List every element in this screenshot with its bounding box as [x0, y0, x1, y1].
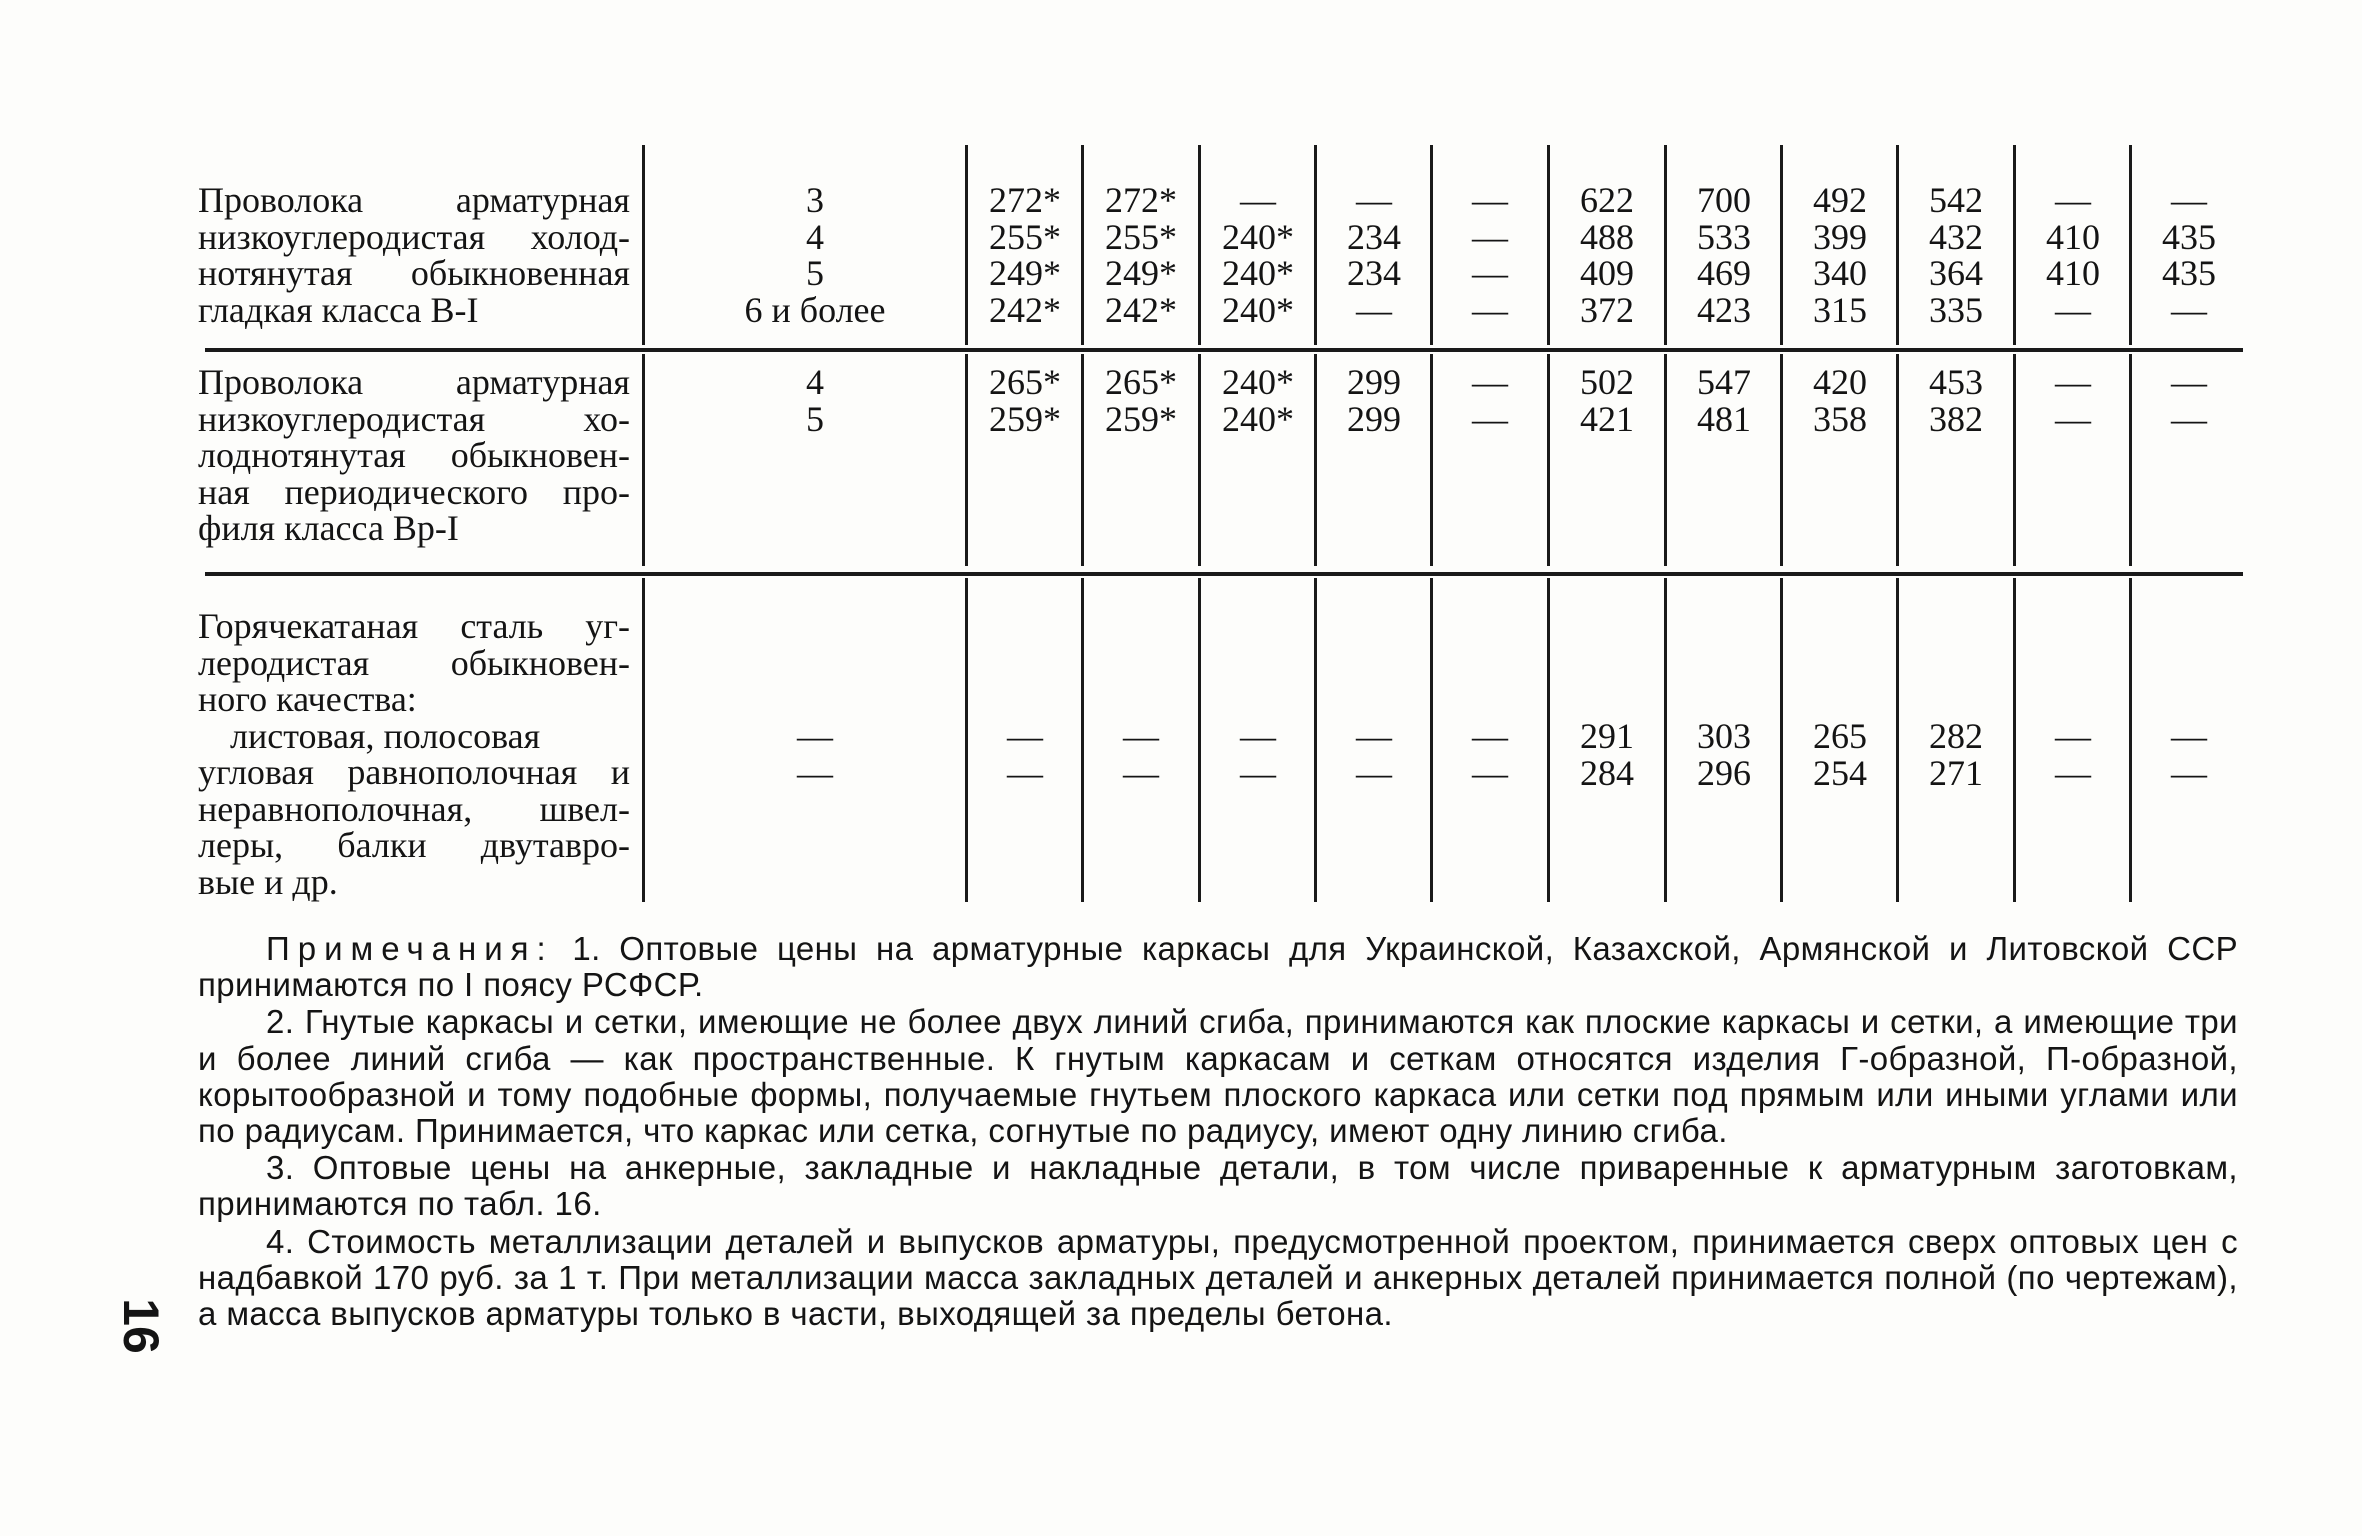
cell-value: 358: [1813, 398, 1867, 439]
cell-value: 547: [1697, 362, 1751, 402]
column-rule: [642, 578, 645, 902]
price-cell: [967, 718, 1083, 791]
cell-value: 242*: [989, 289, 1061, 330]
price-cell: [1549, 182, 1665, 328]
cell-value: 5: [806, 398, 824, 439]
cell-value: 259*: [989, 398, 1061, 439]
cell-value: 481: [1697, 398, 1751, 439]
price-cell: [2131, 364, 2247, 437]
cell-value: —: [2171, 180, 2207, 220]
price-cell: [1200, 364, 1316, 437]
diameter-cell: [690, 182, 940, 328]
description-line: Проволока арматурная: [198, 180, 630, 220]
description-line: Горячекатаная сталь уг-: [198, 606, 630, 646]
cell-value: 4: [806, 362, 824, 402]
cell-value: —: [2171, 752, 2207, 793]
cell-value: 469: [1697, 253, 1751, 293]
cell-value: —: [1472, 362, 1508, 402]
cell-value: 240*: [1222, 253, 1294, 293]
cell-value: 265: [1813, 716, 1867, 756]
cell-value: 340: [1813, 253, 1867, 293]
cell-value: 265*: [989, 362, 1061, 402]
price-cell: [1666, 182, 1782, 328]
price-cell: [1083, 718, 1199, 791]
column-rule: [642, 145, 645, 345]
price-cell: [2131, 718, 2247, 791]
price-cell: [1782, 182, 1898, 328]
diameter-cell: [690, 718, 940, 791]
description-line: филя класса Вр-I: [198, 508, 459, 548]
cell-value: —: [1356, 716, 1392, 756]
row-description: [198, 608, 630, 900]
row-separator: [205, 348, 2243, 352]
cell-value: 299: [1347, 398, 1401, 439]
cell-value: 420: [1813, 362, 1867, 402]
cell-value: —: [797, 752, 833, 793]
price-cell: [1316, 718, 1432, 791]
cell-value: —: [2171, 362, 2207, 402]
price-cell: [1432, 364, 1548, 437]
cell-value: 272*: [989, 180, 1061, 220]
description-line: лоднотянутая обыкновен-: [198, 435, 630, 475]
note-1: [198, 931, 2238, 1003]
cell-value: 399: [1813, 216, 1867, 257]
price-cell: [967, 364, 1083, 437]
cell-value: —: [1472, 216, 1508, 257]
page-number: 16: [113, 1298, 169, 1354]
notes-heading: Примечания:: [266, 930, 554, 967]
cell-value: 240*: [1222, 362, 1294, 402]
price-cell: [2015, 182, 2131, 328]
price-cell: [1898, 182, 2014, 328]
cell-value: —: [2171, 398, 2207, 439]
cell-value: 6 и более: [744, 289, 886, 330]
price-cell: [1316, 364, 1432, 437]
price-cell: [1782, 718, 1898, 791]
description-line: нотянутая обыкновенная: [198, 253, 630, 293]
cell-value: 364: [1929, 253, 1983, 293]
cell-value: 435: [2162, 253, 2216, 293]
cell-value: —: [2171, 289, 2207, 330]
price-cell: [1432, 718, 1548, 791]
cell-value: —: [2055, 180, 2091, 220]
cell-value: 240*: [1222, 216, 1294, 257]
note-4: 4. Стоимость металлизации деталей и выпусков арматуры, предусмотренной проектом, принимается сверх оптовых цен с надбавкой 170 руб. за 1 т. При металлизации масса закладных деталей и анкерных деталей принимается полной (по чертежам), а масса выпусков арматуры только в части, выходящей за пределы бетона.: [198, 1222, 2238, 1333]
cell-value: 382: [1929, 398, 1983, 439]
cell-value: 272*: [1105, 180, 1177, 220]
cell-value: 254: [1813, 752, 1867, 793]
price-cell: [1549, 718, 1665, 791]
price-cell: [2015, 364, 2131, 437]
description-line: ная периодического про-: [198, 471, 630, 512]
note-2: 2. Гнутые каркасы и сетки, имеющие не более двух линий сгиба, принимаются как плоские каркасы и сетки, а имеющие три и более линий сгиба — как пространственные. К гнутым каркасам и сеткам относятся изделия Г-образной, П-образной, корытообразной и тому подобные формы, получаемые гнутьем плоского каркаса или сетки под прямым или иными углами или по радиусам. Принимается, что каркас или сетка, согнутые по радиусу, имеют одну линию сгиба.: [198, 1003, 2238, 1150]
price-cell: [1316, 182, 1432, 328]
cell-value: 432: [1929, 216, 1983, 257]
cell-value: 423: [1697, 289, 1751, 330]
price-cell: [1432, 182, 1548, 328]
cell-value: 296: [1697, 752, 1751, 793]
diameter-cell: [690, 364, 940, 437]
cell-value: —: [797, 716, 833, 756]
cell-value: —: [1007, 752, 1043, 793]
cell-value: —: [2055, 289, 2091, 330]
cell-value: —: [1356, 289, 1392, 330]
cell-value: —: [1472, 398, 1508, 439]
price-cell: [1549, 364, 1665, 437]
cell-value: 421: [1580, 398, 1634, 439]
cell-value: 291: [1580, 716, 1634, 756]
cell-value: 502: [1580, 362, 1634, 402]
cell-value: 700: [1697, 180, 1751, 220]
price-cell: [1898, 364, 2014, 437]
cell-value: 315: [1813, 289, 1867, 330]
cell-value: 4: [806, 216, 824, 257]
cell-value: —: [1356, 180, 1392, 220]
cell-value: —: [1472, 253, 1508, 293]
cell-value: —: [2055, 398, 2091, 439]
cell-value: —: [1123, 752, 1159, 793]
row-description: [198, 182, 630, 328]
cell-value: 284: [1580, 752, 1634, 793]
cell-value: 249*: [989, 253, 1061, 293]
cell-value: 492: [1813, 180, 1867, 220]
cell-value: 249*: [1105, 253, 1177, 293]
cell-value: 255*: [1105, 216, 1177, 257]
cell-value: 542: [1929, 180, 1983, 220]
cell-value: —: [1240, 716, 1276, 756]
price-cell: [967, 182, 1083, 328]
description-line: гладкая класса В-I: [198, 289, 479, 330]
cell-value: 410: [2046, 216, 2100, 257]
price-cell: [2131, 182, 2247, 328]
cell-value: 453: [1929, 362, 1983, 402]
description-line: леры, балки двутавро-: [198, 825, 630, 865]
cell-value: 255*: [989, 216, 1061, 257]
price-cell: [1782, 364, 1898, 437]
cell-value: —: [1240, 180, 1276, 220]
cell-value: —: [1356, 752, 1392, 793]
cell-value: —: [2055, 752, 2091, 793]
description-line: ного качества:: [198, 679, 417, 719]
cell-value: —: [1472, 180, 1508, 220]
note-text: 1. Оптовые цены на арматурные каркасы для Украинской, Казахской, Армянской и Литовской ССР принимаются по I поясу РСФСР.: [198, 930, 2238, 1004]
description-line: неравнополочная, швел-: [198, 788, 630, 829]
price-cell: [1200, 718, 1316, 791]
row-separator: [205, 572, 2243, 576]
description-line: листовая, полосовая: [230, 715, 541, 756]
cell-value: —: [1472, 716, 1508, 756]
cell-value: —: [1472, 289, 1508, 330]
cell-value: 240*: [1222, 398, 1294, 439]
cell-value: —: [1007, 716, 1043, 756]
cell-value: 622: [1580, 180, 1634, 220]
cell-value: 299: [1347, 362, 1401, 402]
cell-value: 488: [1580, 216, 1634, 257]
cell-value: 335: [1929, 289, 1983, 330]
cell-value: 409: [1580, 253, 1634, 293]
cell-value: 240*: [1222, 289, 1294, 330]
cell-value: —: [1472, 752, 1508, 793]
price-cell: [1666, 364, 1782, 437]
cell-value: 435: [2162, 216, 2216, 257]
price-cell: [1898, 718, 2014, 791]
price-cell: [1200, 182, 1316, 328]
price-cell: [2015, 718, 2131, 791]
cell-value: 259*: [1105, 398, 1177, 439]
cell-value: 234: [1347, 216, 1401, 257]
description-line: вые и др.: [198, 861, 338, 902]
description-line: Проволока арматурная: [198, 362, 630, 402]
cell-value: 3: [806, 180, 824, 220]
price-cell: [1666, 718, 1782, 791]
price-cell: [1083, 364, 1199, 437]
description-line: низкоуглеродистая холод-: [198, 216, 630, 257]
price-cell: [1083, 182, 1199, 328]
cell-value: 533: [1697, 216, 1751, 257]
cell-value: —: [2171, 716, 2207, 756]
cell-value: —: [1240, 752, 1276, 793]
cell-value: 410: [2046, 253, 2100, 293]
cell-value: —: [2055, 716, 2091, 756]
cell-value: 5: [806, 253, 824, 293]
cell-value: —: [2055, 362, 2091, 402]
description-line: леродистая обыкновен-: [198, 642, 630, 683]
row-description: [198, 364, 630, 547]
note-3: 3. Оптовые цены на анкерные, закладные и накладные детали, в том числе приваренные к арматурным заготовкам, принимаются по табл. 16.: [198, 1149, 2238, 1223]
notes-section: [198, 931, 2238, 1333]
cell-value: —: [1123, 716, 1159, 756]
cell-value: 282: [1929, 716, 1983, 756]
cell-value: 242*: [1105, 289, 1177, 330]
cell-value: 372: [1580, 289, 1634, 330]
description-line: угловая равнополочная и: [198, 752, 630, 792]
cell-value: 234: [1347, 253, 1401, 293]
cell-value: 265*: [1105, 362, 1177, 402]
description-line: низкоуглеродистая хо-: [198, 398, 630, 439]
column-rule: [642, 354, 645, 566]
cell-value: 271: [1929, 752, 1983, 793]
cell-value: 303: [1697, 716, 1751, 756]
